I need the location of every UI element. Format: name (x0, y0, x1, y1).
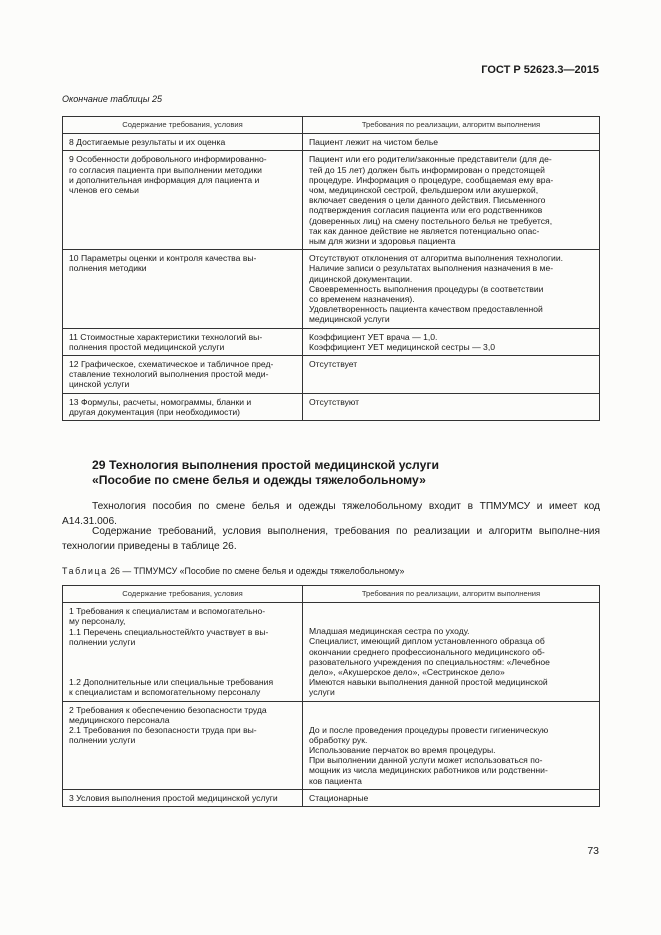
cell-line: 1.1 Перечень специальностей/кто участвует в вы- (69, 626, 269, 637)
column-header: Содержание требования, условия (63, 117, 303, 134)
cell-line: медицинского персонала (69, 714, 170, 725)
cell-line: Наличие записи о результатах выполнения назначения в ме- (309, 263, 554, 274)
table-row (63, 328, 600, 355)
table-row (63, 701, 600, 789)
cell-line: дело», «Акушерское дело», «Сестринское дело» (309, 667, 505, 678)
cell-line: со временем назначения). (309, 294, 415, 305)
table-header-row (63, 117, 600, 134)
implementation-cell (303, 250, 600, 328)
cell-line: разовательного учреждения по специальностям: «Лечебное (309, 656, 550, 667)
table-25 (62, 116, 600, 421)
cell-line: окончании среднего профессионального медицинского об- (309, 646, 545, 657)
body-paragraph: Содержание требований, условия выполнения, требования по реализации и алгоритм выполне-ния технологии приведены в таблице 26. (62, 526, 600, 552)
cell-line: другая документация (при необходимости) (69, 406, 241, 417)
cell-line: 8 Достигаемые результаты и их оценка (69, 137, 226, 148)
cell-line: Младшая медицинская сестра по уходу. (309, 626, 470, 637)
cell-line: 2 Требования к обеспечению безопасности труда (69, 704, 267, 715)
cell-line: полнении услуги (69, 636, 136, 647)
cell-line: цинской услуги (69, 379, 130, 390)
table-caption (62, 566, 404, 576)
cell-line: Имеются навыки выполнения данной простой медицинской (309, 677, 548, 688)
table-row (63, 356, 600, 394)
requirement-cell (63, 250, 303, 328)
implementation-cell (303, 603, 600, 701)
cell-line: так как данное действие не является потенциально опас- (309, 225, 540, 236)
column-header: Содержание требования, условия (63, 586, 303, 603)
table-caption-text: 26 — ТПМУМСУ «Пособие по смене белья и одежды тяжелобольному» (107, 566, 405, 576)
cell-line: ным для жизни и здоровья пациента (309, 236, 456, 247)
cell-line: полнения простой медицинской услуги (69, 341, 225, 352)
table-row (63, 603, 600, 701)
implementation-cell (303, 701, 600, 789)
cell-line: 12 Графическое, схематическое и табличное пред- (69, 359, 274, 370)
cell-line: При выполнении данной услуги может использоваться по- (309, 755, 543, 766)
cell-line: Удовлетворенность пациента качеством предоставленной (309, 304, 543, 315)
cell-line: Отсутствуют (309, 396, 360, 407)
implementation-cell (303, 356, 600, 394)
body-paragraph: Технология пособия по смене белья и одежды тяжелобольному входит в ТПМУМСУ и имеет код А14.31.006. (62, 501, 600, 527)
requirement-cell (63, 151, 303, 250)
cell-line: (доверенных лиц) на смену постельного белья не требуется, (309, 215, 553, 226)
document-code: ГОСТ Р 52623.3—2015 (481, 64, 599, 76)
cell-spacer (309, 606, 594, 626)
cell-line: включает сведения о цели данного действия. Письменного (309, 195, 546, 206)
cell-line: чом, медицинской сестрой, фельдшером или акушеркой, (309, 185, 539, 196)
cell-line: 2.1 Требования по безопасности труда при вы- (69, 725, 257, 736)
table-row (63, 134, 600, 151)
cell-line: услуги (309, 687, 335, 698)
table-26 (62, 585, 600, 807)
table-row (63, 151, 600, 250)
cell-line: к специалистам и вспомогательному персоналу (69, 687, 261, 698)
cell-line: полнения методики (69, 263, 147, 274)
implementation-cell (303, 789, 600, 806)
requirement-cell (63, 328, 303, 355)
implementation-cell (303, 328, 600, 355)
cell-line: и дополнительная информация для пациента и (69, 174, 260, 185)
cell-line: медицинской услуги (309, 314, 390, 325)
cell-line: Отсутствует (309, 359, 358, 370)
requirement-cell (63, 393, 303, 420)
cell-line: Коэффициент УЕТ врача — 1,0. (309, 331, 438, 342)
cell-line: Специалист, имеющий диплом установленного образца об (309, 636, 545, 647)
cell-line: Пациент или его родители/законные представители (для де- (309, 154, 552, 165)
cell-line: му персоналу, (69, 616, 126, 627)
cell-line: 9 Особенности добровольного информированно- (69, 154, 267, 165)
cell-line: Коэффициент УЕТ медицинской сестры — 3,0 (309, 341, 495, 352)
cell-line: 1 Требования к специалистам и вспомогательно- (69, 606, 266, 617)
cell-line: Пациент лежит на чистом белье (309, 137, 439, 148)
cell-line: членов его семьи (69, 185, 139, 196)
cell-line: До и после проведения процедуры провести гигиеническую (309, 724, 549, 735)
cell-line: подтверждения согласия пациента или его родственников (309, 205, 543, 216)
cell-line: Использование перчаток во время процедуры. (309, 745, 496, 756)
table-header-row (63, 586, 600, 603)
cell-line: ставление технологий выполнения простой меди- (69, 369, 269, 380)
requirement-cell (63, 356, 303, 394)
cell-line: го согласия пациента при выполнении методики (69, 164, 262, 175)
cell-line: 13 Формулы, расчеты, номограммы, бланки и (69, 396, 252, 407)
cell-line: 3 Условия выполнения простой медицинской услуги (69, 792, 278, 803)
requirement-cell (63, 134, 303, 151)
requirement-cell (63, 701, 303, 789)
section-title (92, 458, 592, 488)
column-header: Требования по реализации, алгоритм выполнения (303, 586, 600, 603)
cell-line: 10 Параметры оценки и контроля качества вы- (69, 253, 257, 264)
cell-line: Стационарные (309, 792, 369, 803)
table-row (63, 789, 600, 806)
implementation-cell (303, 393, 600, 420)
table-row (63, 250, 600, 328)
cell-line: полнении услуги (69, 735, 136, 746)
page-number: 73 (587, 845, 599, 857)
table-row (63, 393, 600, 420)
cell-line: обработку рук. (309, 734, 368, 745)
implementation-cell (303, 151, 600, 250)
section-title-line: 29 Технология выполнения простой медицинской услуги (92, 458, 439, 472)
cell-line: Своевременность выполнения процедуры (в соответствии (309, 283, 544, 294)
cell-line: 11 Стоимостные характеристики технологий вы- (69, 331, 263, 342)
requirement-cell (63, 603, 303, 701)
cell-line: ков пациента (309, 775, 362, 786)
requirement-cell (63, 789, 303, 806)
cell-line: процедуре. Информация о процедуре, сообщаемая ему вра- (309, 174, 554, 185)
cell-line: мощник из числа медицинских работников или родственни- (309, 765, 548, 776)
cell-line: дицинской документации. (309, 273, 413, 284)
column-header: Требования по реализации, алгоритм выполнения (303, 117, 600, 134)
cell-line: 1.2 Дополнительные или специальные требования (69, 677, 274, 688)
cell-spacer (309, 705, 594, 725)
cell-line: тей до 15 лет) должен быть информирован о предстоящей (309, 164, 545, 175)
table-caption-prefix: Таблица (62, 566, 108, 576)
table-continuation-caption: Окончание таблицы 25 (62, 94, 162, 104)
cell-line: Отсутствуют отклонения от алгоритма выполнения технологии. (309, 253, 564, 264)
section-title-line: «Пособие по смене белья и одежды тяжелобольному» (92, 473, 426, 487)
cell-spacer (69, 647, 297, 677)
implementation-cell (303, 134, 600, 151)
